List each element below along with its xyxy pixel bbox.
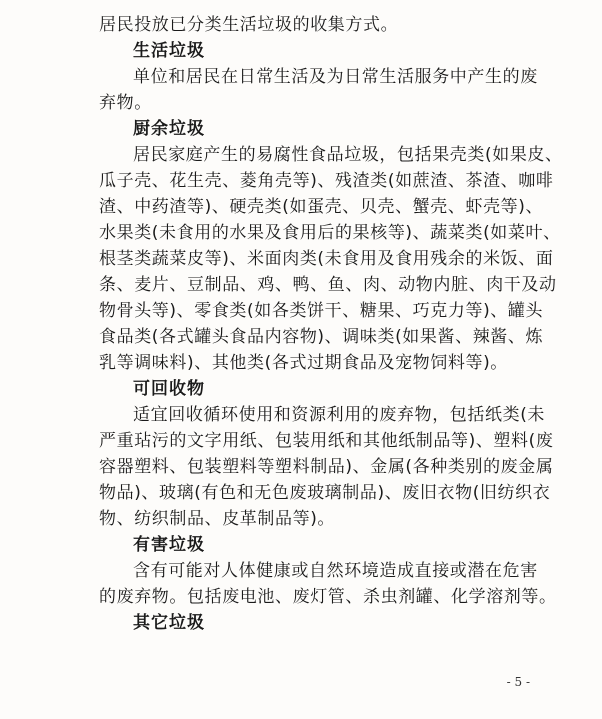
paragraph-line: 瓜子壳、花生壳、菱角壳等)、残渣类(如蔗渣、茶渣、咖啡 — [99, 171, 554, 191]
paragraph-line: 的废弃物。包括废电池、废灯管、杀虫剂罐、化学溶剂等。 — [99, 587, 557, 607]
paragraph-line: 单位和居民在日常生活及为日常生活服务中产生的废 — [133, 67, 538, 87]
section-recyclables — [99, 376, 554, 532]
section-heading: 厨余垃圾 — [133, 119, 205, 139]
paragraph-line: 食品类(各式罐头食品内容物)、调味类(如果酱、辣酱、炼 — [99, 327, 544, 347]
paragraph-line: 乳等调味料)、其他类(各式过期食品及宠物饲料等)。 — [99, 353, 508, 373]
page-number: - 5 - — [506, 675, 530, 689]
paragraph-line: 物品)、玻璃(有色和无色废玻璃制品)、废旧衣物(旧纺织衣 — [99, 483, 551, 503]
paragraph-line: 弃物。 — [99, 93, 152, 113]
section-kitchen-waste — [99, 116, 563, 376]
section-household-waste — [99, 38, 538, 116]
paragraph-line: 严重玷污的文字用纸、包装用纸和其他纸制品等)、塑料(废 — [99, 431, 554, 451]
paragraph-line: 物、纺织制品、皮革制品等)。 — [99, 509, 336, 529]
paragraph-line: 物骨头等)、零食类(如各类饼干、糖果、巧克力等)、罐头 — [99, 301, 544, 321]
section-heading: 生活垃圾 — [133, 41, 205, 61]
paragraph-line: 根茎类蔬菜皮等)、米面肉类(未食用及食用残余的米饭、面 — [99, 249, 554, 269]
paragraph-line: 水果类(未食用的水果及食用后的果核等)、蔬菜类(如菜叶、 — [99, 223, 561, 243]
paragraph-line: 居民家庭产生的易腐性食品垃圾，包括果壳类(如果皮、 — [133, 145, 563, 165]
section-other-waste — [99, 610, 519, 636]
section-hazardous-waste — [99, 532, 557, 610]
section-heading: 可回收物 — [133, 379, 205, 399]
document-body — [99, 12, 563, 636]
intro-line: 居民投放已分类生活垃圾的收集方式。 — [99, 15, 399, 35]
section-heading: 其它垃圾 — [133, 613, 205, 633]
paragraph-line: 条、麦片、豆制品、鸡、鸭、鱼、肉、动物内脏、肉干及动 — [99, 275, 557, 295]
paragraph-line: 含有可能对人体健康或自然环境造成直接或潜在危害 — [133, 561, 538, 581]
paragraph-line: 容器塑料、包装塑料等塑料制品)、金属(各种类别的废金属 — [99, 457, 554, 477]
paragraph-line: 渣、中药渣等)、硬壳类(如蛋壳、贝壳、蟹壳、虾壳等)、 — [99, 197, 544, 217]
section-heading: 有害垃圾 — [133, 535, 205, 555]
paragraph-line: 适宜回收循环使用和资源利用的废弃物，包括纸类(未 — [133, 405, 546, 425]
